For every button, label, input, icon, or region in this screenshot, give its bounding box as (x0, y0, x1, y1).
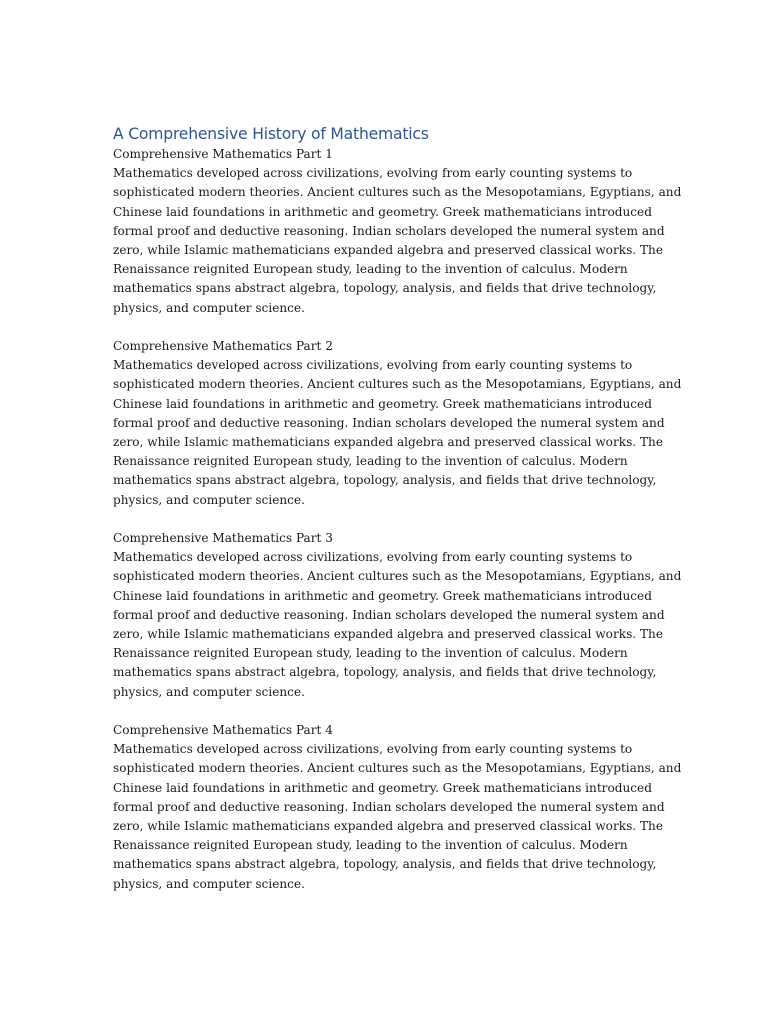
paragraph-line: Renaissance reignited European study, leading to the invention of calculus. Modern (113, 454, 628, 469)
paragraph-line: Chinese laid foundations in arithmetic and geometry. Greek mathematicians introduced (113, 396, 652, 411)
paragraph-line: zero, while Islamic mathematicians expanded algebra and preserved classical works. The (113, 819, 663, 834)
paragraph-line: sophisticated modern theories. Ancient cultures such as the Mesopotamians, Egyptians, and (113, 377, 682, 392)
section-heading: Comprehensive Mathematics Part 1 (113, 147, 333, 161)
section-paragraph (113, 740, 682, 894)
paragraph-spacer (113, 510, 658, 529)
section-paragraph (113, 164, 682, 318)
paragraph-line: Renaissance reignited European study, leading to the invention of calculus. Modern (113, 838, 628, 853)
paragraph-line: sophisticated modern theories. Ancient cultures such as the Mesopotamians, Egyptians, and (113, 569, 682, 584)
paragraph-line: Chinese laid foundations in arithmetic and geometry. Greek mathematicians introduced (113, 588, 652, 603)
document-title: A Comprehensive History of Mathematics (113, 125, 429, 143)
paragraph-line: physics, and computer science. (113, 492, 305, 507)
paragraph-line: Renaissance reignited European study, leading to the invention of calculus. Modern (113, 646, 628, 661)
paragraph-line: zero, while Islamic mathematicians expanded algebra and preserved classical works. The (113, 627, 663, 642)
paragraph-line: Chinese laid foundations in arithmetic and geometry. Greek mathematicians introduced (113, 204, 652, 219)
paragraph-spacer (113, 702, 658, 721)
section-heading: Comprehensive Mathematics Part 4 (113, 723, 333, 738)
section-part-4 (113, 721, 682, 894)
paragraph-line: mathematics spans abstract algebra, topology, analysis, and fields that drive technology, (113, 281, 657, 296)
paragraph-line: zero, while Islamic mathematicians expanded algebra and preserved classical works. The (113, 243, 663, 258)
paragraph-line: physics, and computer science. (113, 876, 305, 891)
paragraph-line: Chinese laid foundations in arithmetic and geometry. Greek mathematicians introduced (113, 780, 652, 795)
paragraph-line: Renaissance reignited European study, leading to the invention of calculus. Modern (113, 262, 628, 277)
paragraph-line: sophisticated modern theories. Ancient cultures such as the Mesopotamians, Egyptians, and (113, 761, 682, 776)
paragraph-line: physics, and computer science. (113, 684, 305, 699)
section-part-1 (113, 145, 682, 337)
paragraph-line: Mathematics developed across civilizations, evolving from early counting systems to (113, 166, 633, 181)
section-heading: Comprehensive Mathematics Part 2 (113, 339, 333, 354)
paragraph-line: formal proof and deductive reasoning. Indian scholars developed the numeral system and (113, 223, 665, 238)
section-part-3 (113, 529, 682, 721)
paragraph-line: physics, and computer science. (113, 300, 305, 315)
paragraph-line: sophisticated modern theories. Ancient cultures such as the Mesopotamians, Egyptians, and (113, 185, 682, 200)
paragraph-line: Mathematics developed across civilizations, evolving from early counting systems to (113, 742, 633, 757)
paragraph-line: formal proof and deductive reasoning. Indian scholars developed the numeral system and (113, 607, 665, 622)
section-paragraph (113, 548, 682, 702)
paragraph-line: Mathematics developed across civilizations, evolving from early counting systems to (113, 358, 633, 373)
paragraph-line: mathematics spans abstract algebra, topology, analysis, and fields that drive technology, (113, 665, 657, 680)
section-part-2 (113, 337, 682, 529)
paragraph-spacer (113, 318, 658, 337)
paragraph-line: formal proof and deductive reasoning. Indian scholars developed the numeral system and (113, 415, 665, 430)
paragraph-line: zero, while Islamic mathematicians expanded algebra and preserved classical works. The (113, 435, 663, 450)
paragraph-line: Mathematics developed across civilizations, evolving from early counting systems to (113, 550, 633, 565)
section-heading: Comprehensive Mathematics Part 3 (113, 531, 333, 546)
paragraph-line: mathematics spans abstract algebra, topology, analysis, and fields that drive technology, (113, 857, 657, 872)
paragraph-line: mathematics spans abstract algebra, topology, analysis, and fields that drive technology, (113, 473, 657, 488)
document-content (113, 124, 682, 894)
section-paragraph (113, 356, 682, 510)
paragraph-line: formal proof and deductive reasoning. Indian scholars developed the numeral system and (113, 799, 665, 814)
